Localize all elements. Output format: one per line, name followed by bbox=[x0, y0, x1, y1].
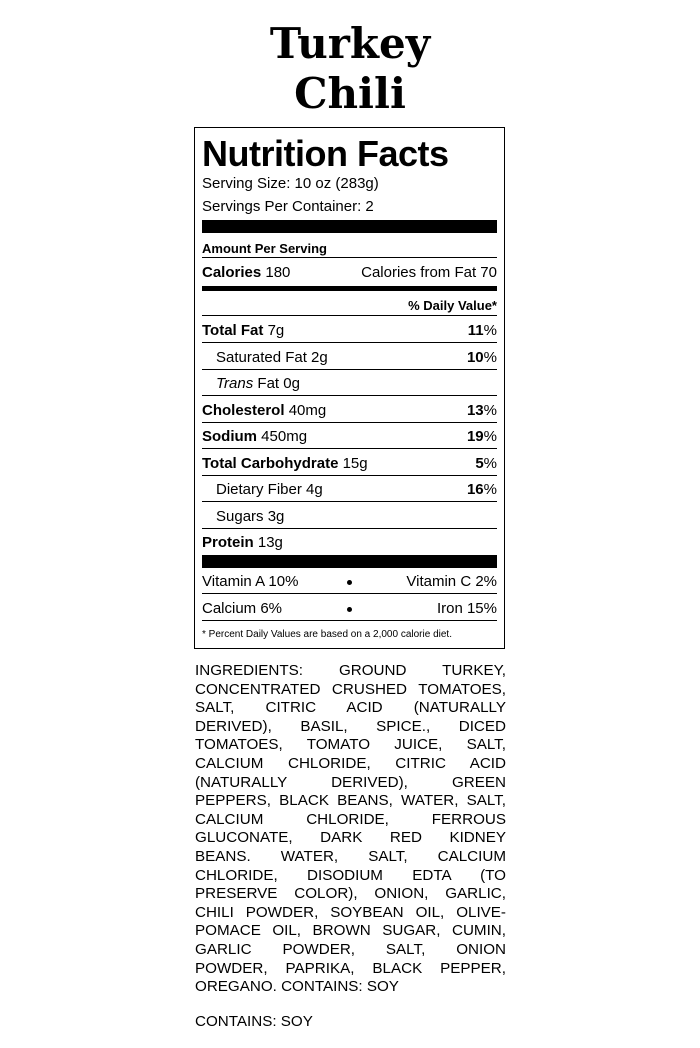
calories-label: Calories bbox=[202, 264, 262, 281]
nutrition-facts-heading: Nutrition Facts bbox=[202, 133, 449, 174]
daily-value-percent: 19 bbox=[466, 428, 484, 445]
ingredients-line: SALT, CITRIC ACID (NATURALLY bbox=[195, 699, 506, 717]
ingredients-line: BEANS. WATER, SALT, CALCIUM bbox=[195, 847, 506, 865]
ingredients-line: CALCIUM CHLORIDE, CITRIC ACID bbox=[195, 754, 506, 772]
nutrient-label: Dietary Fiber 4g bbox=[216, 481, 323, 498]
divider bbox=[202, 315, 497, 316]
serving-size: Serving Size: 10 oz (283g) bbox=[202, 175, 379, 192]
divider bbox=[202, 620, 497, 621]
iron: Iron 15% bbox=[436, 600, 497, 617]
bullet-separator bbox=[347, 580, 352, 585]
nutrient-row-sugars bbox=[202, 508, 497, 526]
amount-per-serving: Amount Per Serving bbox=[202, 241, 327, 256]
ingredients-text bbox=[195, 662, 506, 997]
medium-divider bbox=[202, 286, 497, 291]
nutrient-label: Total Fat bbox=[202, 322, 264, 339]
nutrient-amount: 40mg bbox=[288, 402, 327, 419]
nutrient-label: Cholesterol bbox=[202, 402, 285, 419]
nutrition-facts-panel bbox=[194, 127, 505, 649]
calcium: Calcium 6% bbox=[202, 600, 283, 617]
divider bbox=[202, 369, 497, 370]
ingredients-line: PRESERVE COLOR), ONION, GARLIC, bbox=[195, 885, 506, 903]
calories-value: 180 bbox=[265, 264, 291, 281]
percent-sign: % bbox=[483, 322, 497, 339]
daily-value-percent: 11 bbox=[467, 322, 484, 339]
ingredients-line: POWDER, PAPRIKA, BLACK PEPPER, bbox=[195, 959, 506, 977]
divider bbox=[202, 395, 497, 396]
nutrient-row-saturated-fat bbox=[202, 349, 497, 367]
product-title-line1: Turkey bbox=[269, 19, 431, 68]
nutrient-row-sodium bbox=[202, 428, 497, 446]
percent-sign: % bbox=[483, 428, 497, 445]
daily-value-percent: 5 bbox=[475, 455, 484, 472]
allergen-statement: CONTAINS: SOY bbox=[195, 1013, 313, 1030]
ingredients-line: CHILI POWDER, SOYBEAN OIL, OLIVE- bbox=[195, 903, 506, 921]
percent-sign: % bbox=[483, 349, 497, 366]
ingredients-line: CALCIUM CHLORIDE, FERROUS bbox=[195, 810, 506, 828]
nutrient-amount: 15g bbox=[342, 455, 368, 472]
bullet-separator bbox=[347, 607, 352, 612]
divider bbox=[202, 475, 497, 476]
nutrient-row-total-fat bbox=[202, 322, 497, 340]
daily-value-percent: 16 bbox=[466, 481, 484, 498]
percent-sign: % bbox=[483, 402, 497, 419]
nutrient-amount: 450mg bbox=[261, 428, 308, 445]
vitamin-c: Vitamin C 2% bbox=[406, 573, 497, 590]
divider bbox=[202, 257, 497, 258]
thick-divider bbox=[202, 220, 497, 233]
percent-sign: % bbox=[483, 455, 497, 472]
nutrient-label: Protein bbox=[202, 534, 254, 551]
daily-value-footnote: * Percent Daily Values are based on a 2,000 calorie diet. bbox=[202, 629, 452, 640]
nutrient-label: Saturated Fat 2g bbox=[216, 349, 328, 366]
ingredients-line: POMACE OIL, BROWN SUGAR, CUMIN, bbox=[195, 922, 506, 940]
nutrient-label-italic: Trans bbox=[216, 375, 254, 392]
ingredients-line: OREGANO. CONTAINS: SOY bbox=[195, 978, 399, 996]
daily-value-header-row bbox=[202, 297, 497, 315]
ingredients-line: INGREDIENTS: GROUND TURKEY, bbox=[195, 662, 506, 679]
ingredients-line: CONCENTRATED CRUSHED TOMATOES, bbox=[195, 680, 506, 698]
divider bbox=[202, 501, 497, 502]
nutrient-row-cholesterol bbox=[202, 402, 497, 420]
product-title-line2: Chili bbox=[294, 69, 406, 118]
nutrient-row-trans-fat bbox=[202, 375, 497, 393]
daily-value-header: % Daily Value* bbox=[408, 298, 497, 313]
daily-value-percent: 10 bbox=[466, 349, 484, 366]
nutrient-label: Sodium bbox=[202, 428, 257, 445]
nutrient-amount: 13g bbox=[257, 534, 283, 551]
nutrient-row-total-carbohydrate bbox=[202, 455, 497, 473]
ingredients-line: PEPPERS, BLACK BEANS, WATER, SALT, bbox=[195, 792, 506, 810]
divider bbox=[202, 342, 497, 343]
ingredients-line: GARLIC POWDER, SALT, ONION bbox=[195, 940, 506, 958]
nutrient-row-protein bbox=[202, 534, 497, 552]
calories-row bbox=[202, 264, 497, 282]
ingredients-line: DERIVED), BASIL, SPICE., DICED bbox=[195, 717, 506, 735]
nutrient-label: Sugars 3g bbox=[216, 508, 285, 525]
nutrient-amount: 7g bbox=[267, 322, 285, 339]
nutrient-label: Total Carbohydrate bbox=[202, 455, 339, 472]
ingredients-line: TOMATOES, TOMATO JUICE, SALT, bbox=[195, 736, 506, 754]
vitamin-row bbox=[202, 573, 497, 591]
mineral-row bbox=[202, 600, 497, 618]
divider bbox=[202, 528, 497, 529]
ingredients-line: (NATURALLY DERIVED), GREEN bbox=[195, 773, 506, 791]
divider bbox=[202, 422, 497, 423]
servings-per-container: Servings Per Container: 2 bbox=[202, 198, 374, 215]
divider bbox=[202, 593, 497, 594]
daily-value-percent: 13 bbox=[466, 402, 484, 419]
vitamin-a: Vitamin A 10% bbox=[202, 573, 299, 590]
thick-divider bbox=[202, 555, 497, 568]
calories-from-fat: Calories from Fat 70 bbox=[361, 264, 497, 281]
divider bbox=[202, 448, 497, 449]
ingredients-line: GLUCONATE, DARK RED KIDNEY bbox=[195, 829, 506, 847]
nutrient-label: Fat 0g bbox=[257, 375, 300, 392]
percent-sign: % bbox=[483, 481, 497, 498]
nutrient-row-dietary-fiber bbox=[202, 481, 497, 499]
ingredients-line: CHLORIDE, DISODIUM EDTA (TO bbox=[195, 866, 506, 884]
